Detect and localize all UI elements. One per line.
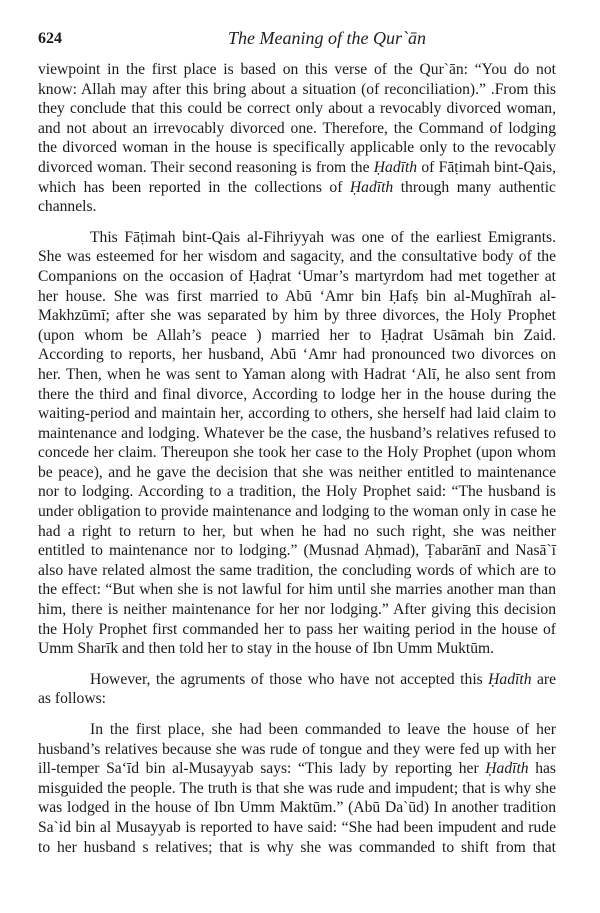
text-line: the Holy Prophet first commanded her to pass her waiting period in the house of xyxy=(38,620,556,638)
paragraph-1 xyxy=(38,60,556,217)
paragraph-3 xyxy=(38,670,556,709)
italic-term: Ḥadīth xyxy=(373,158,418,176)
text-line: ill-temper Sa‘īd bin al-Musayyab says: “This lady by reporting her Ḥadīth has xyxy=(38,760,556,778)
text-line: waiting-period and maintain her, according to others, she herself had laid claim to xyxy=(38,405,556,423)
text-line: Umm Sharīk and then told her to stay in the house of Ibn Umm Muktūm. xyxy=(38,640,495,658)
text-line: Makhzūmī; after she was separated by him by three divorces, the Holy Prophet xyxy=(38,307,556,325)
text-line: Sa`id bin al Musayyab is reported to have said: “She had been impudent and rude xyxy=(38,818,556,836)
italic-term: Ḥadīth xyxy=(349,178,394,196)
italic-term: Ḥadīth xyxy=(488,670,532,688)
text-line: This Fāṭimah bint-Qais al-Fihriyyah was one of the earliest Emigrants. xyxy=(90,228,556,246)
text-line: know: Allah may after this bring about a situation (of reconciliation).” .From this xyxy=(38,80,556,98)
text-line: According to reports, her husband, Abū ‘Amr had pronounced two divorces on xyxy=(38,346,556,364)
text-line: concede her claim. Thereupon she took her case to the Holy Prophet (upon whom xyxy=(38,444,556,462)
text-line: they conclude that this could be correct only about a revocably divorced woman, xyxy=(38,100,556,118)
paragraph-4 xyxy=(38,720,556,857)
text-line: which has been reported in the collections of Ḥadīth through many authentic xyxy=(38,178,556,196)
text-line: maintenance and lodging. Whatever be the case, the husband’s relatives refused to xyxy=(38,424,556,442)
text-line: However, the agruments of those who have not accepted this Ḥadīth are xyxy=(90,670,556,688)
text-line: her. Then, when he was sent to Yaman along with Hadrat ‘Alī, he also sent from xyxy=(38,365,556,383)
text-line: Companions on the occasion of Ḥaḍrat ‘Umar’s martyrdom had met together at xyxy=(38,267,556,285)
text-line: viewpoint in the first place is based on this verse of the Qur`ān: “You do not xyxy=(38,61,556,78)
text-line: the effect: “But when she is not lawful for him until she marries another man than xyxy=(38,581,556,599)
text-line: misguided the people. The truth is that she was rude and impudent; that is why she xyxy=(38,779,556,797)
text-line: entitled to maintenance nor to lodging.” (Musnad Aḥmad), Ṭabarānī and Nasā`ī xyxy=(38,542,556,560)
text-line: be peace), and he gave the decision that she was neither entitled to maintenance xyxy=(38,463,556,481)
text-line: had a right to return to her, but when he had no such right, she was neither xyxy=(38,522,556,540)
text-line: (upon whom be Allah’s peace ) married her to Ḥaḍrat Usāmah bin Zaid. xyxy=(38,326,556,344)
page-header xyxy=(38,28,558,52)
text-line: In the first place, she had been commanded to leave the house of her xyxy=(90,721,556,738)
paragraph-2 xyxy=(38,228,556,659)
text-line: was lodged in the house of Ibn Umm Maktūm.” (Abū Da`ūd) In another tradition xyxy=(38,799,556,817)
text-line: husband’s relatives because she was rude of tongue and they were fed up with her xyxy=(38,740,556,758)
body-text xyxy=(38,60,556,868)
text-line: divorced woman. Their second reasoning is from the Ḥadīth of Fāṭimah bint-Qais, xyxy=(38,158,556,176)
text-line: She was esteemed for her wisdom and sagacity, and the consultative body of the xyxy=(38,248,556,266)
text-line: nor to lodging. According to a tradition, the Holy Prophet said: “The husband is xyxy=(38,483,556,501)
text-line: as follows: xyxy=(38,690,107,708)
text-line: under obligation to provide maintenance and lodging to the woman only in case he xyxy=(38,503,556,521)
text-line: him, there is neither maintenance for her nor lodging.” After giving this decision xyxy=(38,601,556,619)
italic-term: Ḥadīth xyxy=(485,760,529,778)
running-title: The Meaning of the Qur`ān xyxy=(228,28,426,48)
text-line: there the third and final divorce, According to lodge her in the house during the xyxy=(38,385,556,403)
text-line: to her husband s relatives; that is why she was commanded to shift from that xyxy=(38,838,556,856)
text-line: also have related almost the same tradition, the concluding words of which are to xyxy=(38,561,556,579)
page-number: 624 xyxy=(38,30,62,47)
text-line: the divorced woman in the house is specifically applicable only to the revocably xyxy=(38,139,556,157)
text-line: and not about an irrevocably divorced one. Therefore, the Command of lodging xyxy=(38,119,556,137)
text-line: her house. She was first married to Abū ‘Amr bin Ḥafṣ bin al-Mughīrah al- xyxy=(38,287,556,305)
text-line: channels. xyxy=(38,198,97,216)
